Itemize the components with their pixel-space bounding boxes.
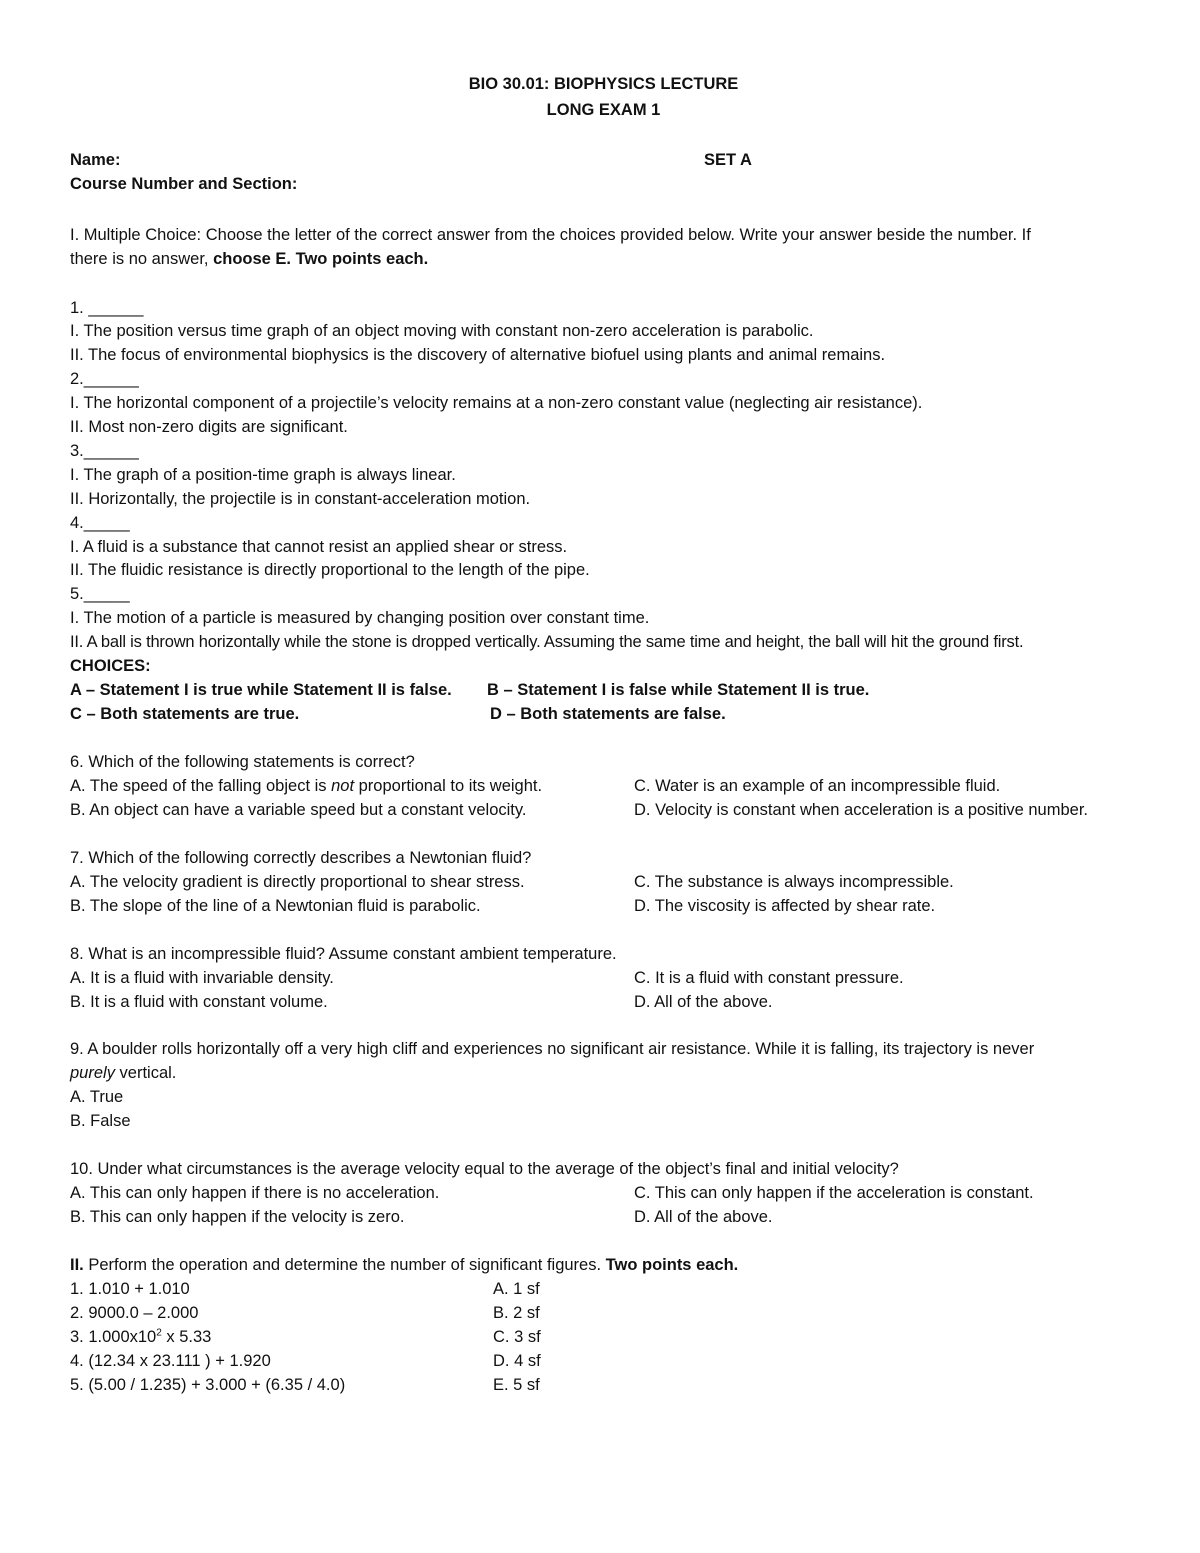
item-5-statement-1: I. The motion of a particle is measured by changing position over constant time. [70,609,650,627]
part1-instructions-cont: there is no answer, choose E. Two points each. [70,250,429,268]
item-4-number: 4._____ [70,514,130,532]
question-8-option-d: D. All of the above. [634,993,773,1011]
question-10-option-b: B. This can only happen if the velocity is zero. [70,1208,405,1226]
part2-item-4: 4. (12.34 x 23.111 ) + 1.920 [70,1352,271,1370]
part2-item-2: 2. 9000.0 – 2.000 [70,1304,199,1322]
item-3-statement-2: II. Horizontally, the projectile is in constant-acceleration motion. [70,490,531,508]
choice-d: D – Both statements are false. [490,705,726,723]
item-4-statement-2: II. The fluidic resistance is directly proportional to the length of the pipe. [70,561,590,579]
question-9-cont: purely vertical. [70,1064,177,1082]
item-3-number: 3.______ [70,442,139,460]
item-1-number: 1. ______ [70,299,144,317]
question-7-option-b: B. The slope of the line of a Newtonian fluid is parabolic. [70,897,481,915]
exam-subtitle: LONG EXAM 1 [546,101,661,119]
question-9: 9. A boulder rolls horizontally off a very high cliff and experiences no significant air resistance. While it is falling, its trajectory is never [70,1040,1035,1058]
question-8-option-b: B. It is a fluid with constant volume. [70,993,328,1011]
question-6-option-a: A. The speed of the falling object is not proportional to its weight. [70,777,543,795]
item-2-statement-2: II. Most non-zero digits are significant. [70,418,348,436]
question-7-option-c: C. The substance is always incompressible. [634,873,954,891]
part2-option-a: A. 1 sf [493,1280,540,1298]
part2-heading: II. Perform the operation and determine the number of significant figures. Two points each. [70,1256,739,1274]
item-1-statement-2: II. The focus of environmental biophysics is the discovery of alternative biofuel using plants and animal remains. [70,346,886,364]
question-10-option-d: D. All of the above. [634,1208,773,1226]
choice-a: A – Statement I is true while Statement II is false. [70,681,452,699]
item-5-statement-2: II. A ball is thrown horizontally while the stone is dropped vertically. Assuming the same time and height, the ball will hit the ground first. [70,633,1024,651]
choice-c: C – Both statements are true. [70,705,300,723]
question-10-option-a: A. This can only happen if there is no acceleration. [70,1184,440,1202]
question-8: 8. What is an incompressible fluid? Assume constant ambient temperature. [70,945,617,963]
question-9-option-a: A. True [70,1088,124,1106]
part2-item-5: 5. (5.00 / 1.235) + 3.000 + (6.35 / 4.0) [70,1376,346,1394]
part1-instructions: I. Multiple Choice: Choose the letter of the correct answer from the choices provided below. Write your answer beside the number. If [70,226,1031,244]
item-3-statement-1: I. The graph of a position-time graph is always linear. [70,466,456,484]
question-8-option-c: C. It is a fluid with constant pressure. [634,969,904,987]
choice-b: B – Statement I is false while Statement II is true. [487,681,870,699]
item-2-number: 2.______ [70,370,139,388]
question-9-option-b: B. False [70,1112,131,1130]
item-5-number: 5._____ [70,585,130,603]
question-6-option-b: B. An object can have a variable speed but a constant velocity. [70,801,527,819]
question-10-option-c: C. This can only happen if the acceleration is constant. [634,1184,1034,1202]
question-7-option-d: D. The viscosity is affected by shear rate. [634,897,936,915]
question-10: 10. Under what circumstances is the average velocity equal to the average of the object’s final and initial velocity? [70,1160,899,1178]
course-label: Course Number and Section: [70,175,298,193]
set-label: SET A [704,151,752,169]
part2-option-e: E. 5 sf [493,1376,540,1394]
question-7-option-a: A. The velocity gradient is directly proportional to shear stress. [70,873,525,891]
item-2-statement-1: I. The horizontal component of a projectile’s velocity remains at a non-zero constant value (neglecting air resistance). [70,394,923,412]
part2-option-c: C. 3 sf [493,1328,541,1346]
part2-option-b: B. 2 sf [493,1304,540,1322]
part2-option-d: D. 4 sf [493,1352,541,1370]
part2-item-3: 3. $1.000x10^2$ x 5.33 [70,1327,212,1346]
item-4-statement-1: I. A fluid is a substance that cannot resist an applied shear or stress. [70,538,568,556]
question-6: 6. Which of the following statements is correct? [70,753,415,771]
question-8-option-a: A. It is a fluid with invariable density. [70,969,334,987]
question-7: 7. Which of the following correctly describes a Newtonian fluid? [70,849,532,867]
part2-item-1: 1. 1.010 + 1.010 [70,1280,190,1298]
question-6-option-c: C. Water is an example of an incompressible fluid. [634,777,1001,795]
exam-title: BIO 30.01: BIOPHYSICS LECTURE [468,75,739,93]
choices-label: CHOICES: [70,657,151,675]
name-label: Name: [70,151,121,169]
item-1-statement-1: I. The position versus time graph of an object moving with constant non-zero acceleration is parabolic. [70,322,814,340]
question-6-option-d: D. Velocity is constant when acceleration is a positive number. [634,801,1088,819]
